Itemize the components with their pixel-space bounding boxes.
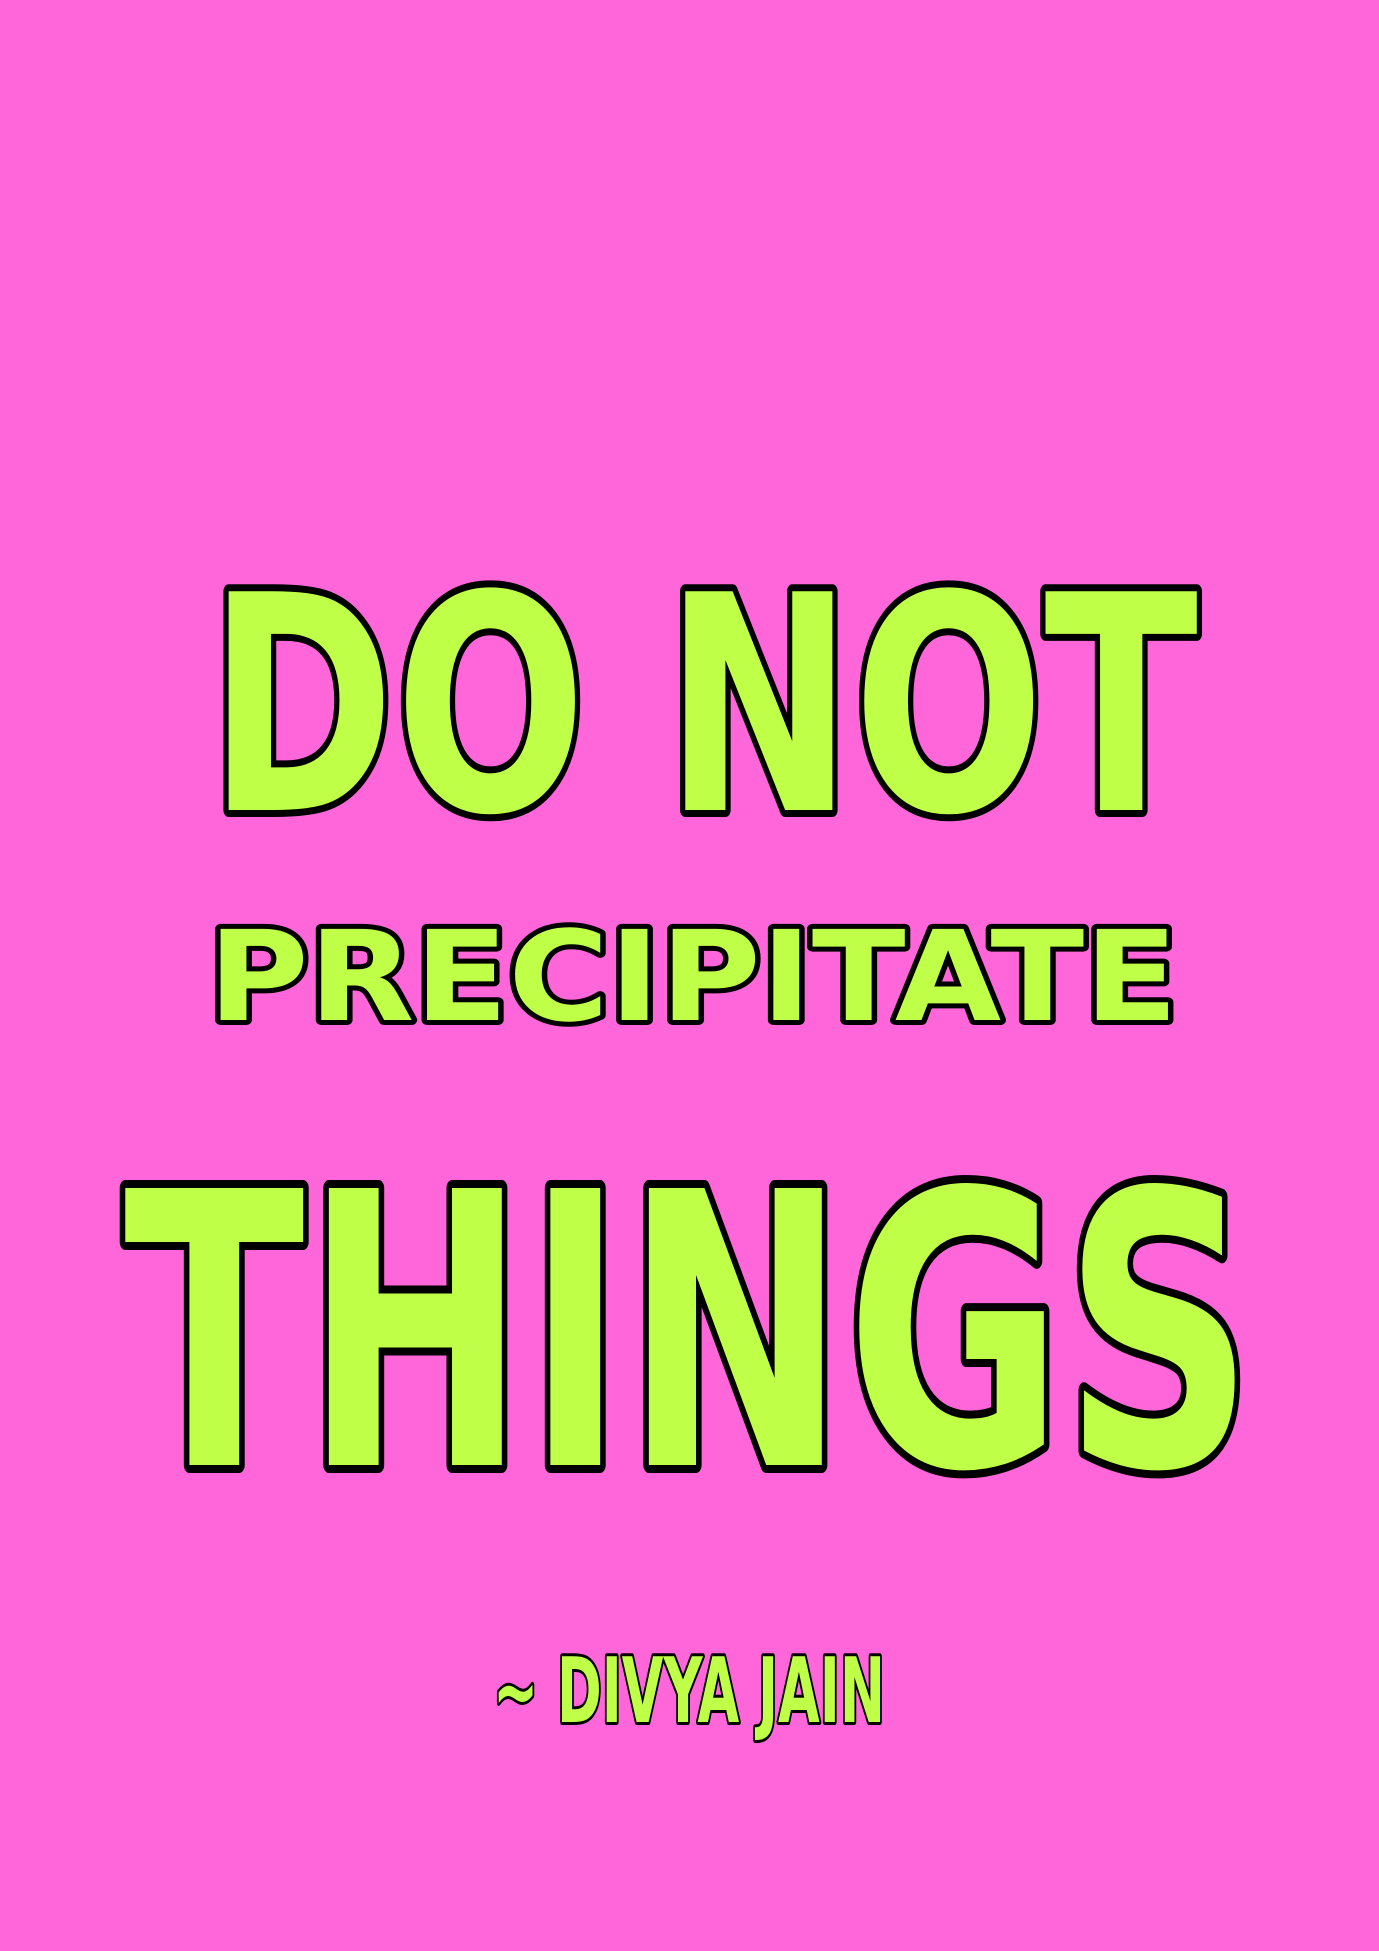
quote-line-precipitate: PRECIPITATE xyxy=(208,905,1178,1050)
quote-line-things: THINGS xyxy=(124,1112,1254,1555)
quote-line-do-not: DO NOT xyxy=(208,532,1200,881)
author-attribution: ~ DIVYA JAIN xyxy=(493,1639,885,1744)
